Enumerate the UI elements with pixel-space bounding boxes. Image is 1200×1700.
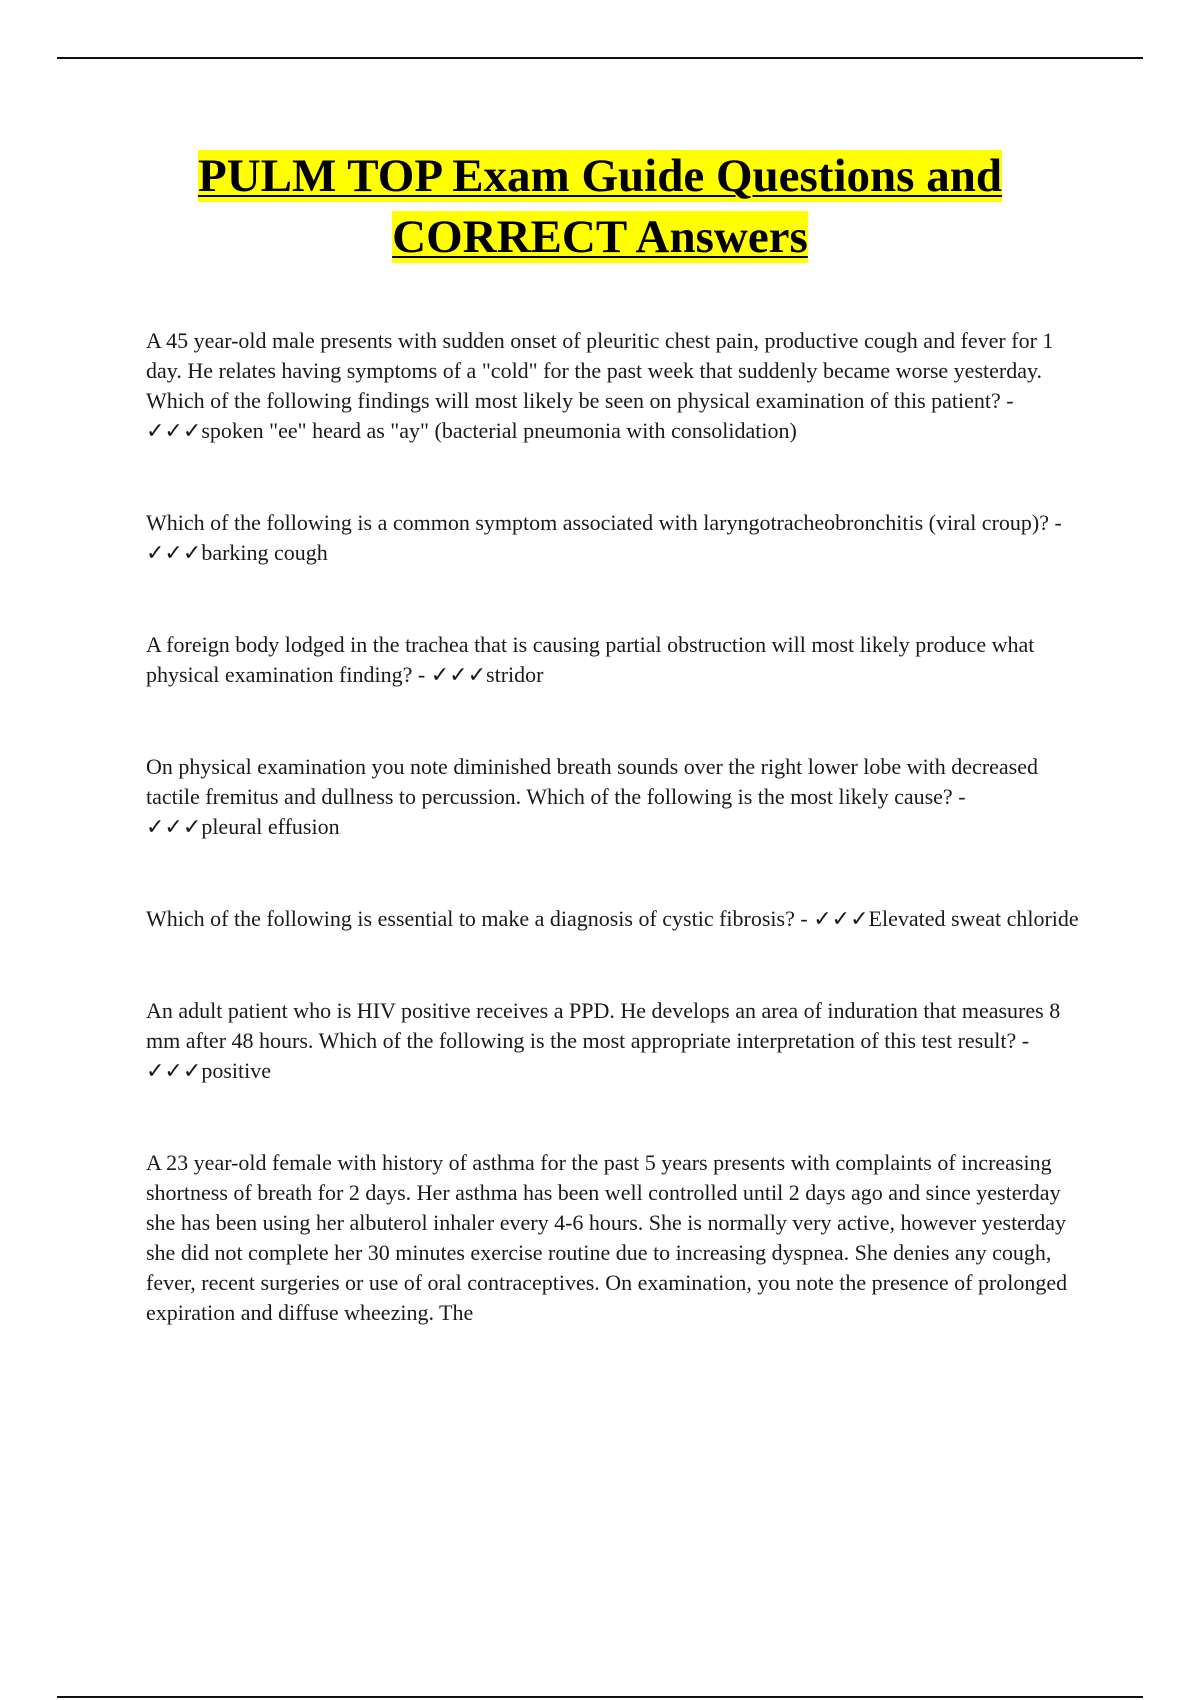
top-rule	[57, 57, 1143, 59]
answer-separator: - ✓✓✓	[146, 510, 1062, 565]
answer-separator: - ✓✓✓	[146, 1028, 1030, 1083]
title-line-1: PULM TOP Exam Guide Questions and	[198, 150, 1002, 202]
answer-text: Elevated sweat chloride	[868, 906, 1079, 931]
qa-list	[146, 326, 1086, 1328]
answer-separator: - ✓✓✓	[412, 662, 487, 687]
question-text: A 23 year-old female with history of asthma for the past 5 years presents with complaints of increasing shortness of breath for 2 days. Her asthma has been well controlled until 2 days ago and since yesterday she has been using her albuterol inhaler every 4-6 hours. She is normally very active, however yesterday she did not complete her 30 minutes exercise routine due to increasing dyspnea. She denies any cough, fever, recent surgeries or use of oral contraceptives. On examination, you note the presence of prolonged expiration and diffuse wheezing. The	[146, 1150, 1068, 1325]
qa-item-5	[146, 904, 1086, 934]
answer-text: pleural effusion	[201, 814, 340, 839]
question-text: An adult patient who is HIV positive receives a PPD. He develops an area of induration that measures 8 mm after 48 hours. Which of the following is the most appropriate interpretation of this test result?	[146, 998, 1061, 1053]
answer-separator: - ✓✓✓	[146, 784, 966, 839]
answer-text: barking cough	[201, 540, 328, 565]
title-line-2: CORRECT Answers	[392, 211, 808, 263]
answer-separator: - ✓✓✓	[146, 388, 1014, 443]
answer-text: spoken "ee" heard as "ay" (bacterial pneumonia with consolidation)	[201, 418, 797, 443]
answer-text: positive	[201, 1058, 271, 1083]
question-text: On physical examination you note diminished breath sounds over the right lower lobe with decreased tactile fremitus and dullness to percussion. Which of the following is the most likely cause?	[146, 754, 1038, 809]
qa-item-3	[146, 630, 1086, 690]
question-text: Which of the following is essential to make a diagnosis of cystic fibrosis?	[146, 906, 795, 931]
qa-item-4	[146, 752, 1086, 842]
qa-item-7	[146, 1148, 1086, 1328]
question-text: Which of the following is a common symptom associated with laryngotracheobronchitis (viral croup)?	[146, 510, 1049, 535]
question-text: A 45 year-old male presents with sudden onset of pleuritic chest pain, productive cough and fever for 1 day. He relates having symptoms of a "cold" for the past week that suddenly became worse yesterday. Which of the following findings will most likely be seen on physical examination of this patient?	[146, 328, 1054, 413]
qa-item-1	[146, 326, 1086, 446]
qa-item-2	[146, 508, 1086, 568]
answer-separator: - ✓✓✓	[794, 906, 869, 931]
answer-text: stridor	[486, 662, 544, 687]
document-title	[100, 146, 1100, 268]
qa-item-6	[146, 996, 1086, 1086]
bottom-rule	[57, 1696, 1143, 1698]
question-text: A foreign body lodged in the trachea that is causing partial obstruction will most likely produce what physical examination finding?	[146, 632, 1035, 687]
